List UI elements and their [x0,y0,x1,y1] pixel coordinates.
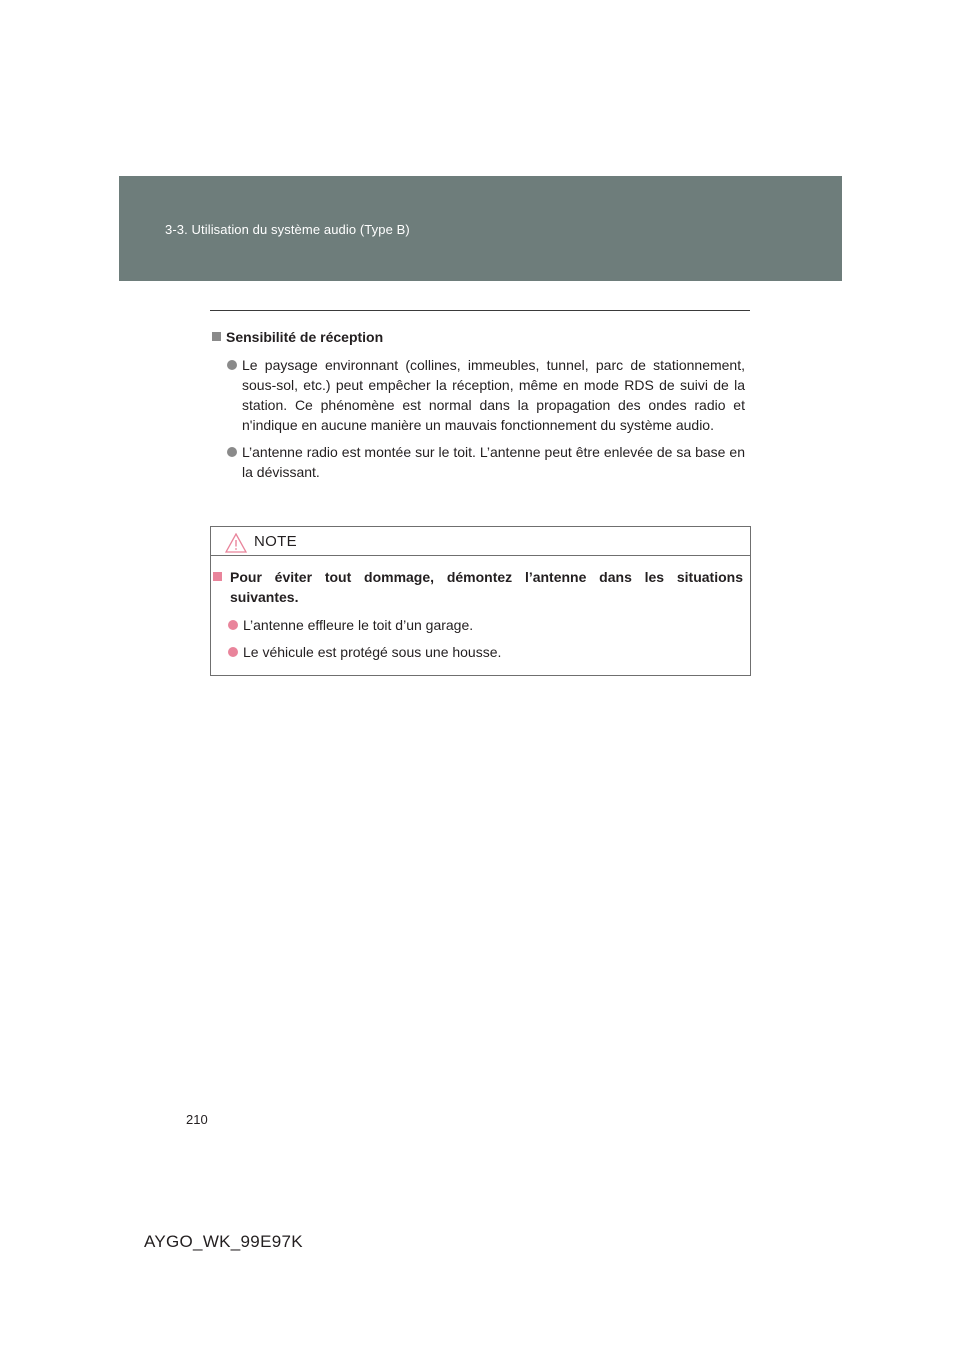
round-bullet-icon [227,360,237,370]
reception-info [210,327,745,489]
list-item [210,442,745,482]
list-item [210,355,745,435]
reception-heading-text: Sensibilité de réception [226,329,384,345]
list-item-text: Le véhicule est protégé sous une housse. [243,644,502,660]
round-bullet-icon [228,620,238,630]
note-box [210,526,751,676]
section-divider [210,310,750,311]
round-bullet-icon [228,647,238,657]
note-label: NOTE [254,533,297,550]
square-bullet-icon [213,572,222,581]
round-bullet-icon [227,447,237,457]
note-body [211,567,743,669]
note-heading-text: Pour éviter tout dommage, démontez l’antenne dans les situations suivantes. [230,569,743,605]
document-code: AYGO_WK_99E97K [144,1232,303,1251]
section-title: 3-3. Utilisation du système audio (Type B) [165,222,410,237]
header-band [119,176,842,281]
reception-heading [210,327,745,347]
list-item-text: L’antenne radio est montée sur le toit. L’antenne peut être enlevée de sa base en la dévissant. [242,444,745,480]
page-number: 210 [186,1112,208,1127]
note-heading [212,567,743,607]
list-item-text: L’antenne effleure le toit d’un garage. [243,617,474,633]
list-item [211,642,743,662]
list-item [211,615,743,635]
warning-triangle-icon [225,533,247,553]
list-item-text: Le paysage environnant (collines, immeubles, tunnel, parc de stationnement, sous-sol, etc.) peut empêcher la réception, même en mode RDS de suivi de la station. Ce phénomène est normal dans la propagation des ondes radio et n'indique en aucune manière un mauvais fonctionnement du système audio. [242,357,745,433]
square-bullet-icon [212,332,221,341]
note-header [211,527,750,556]
